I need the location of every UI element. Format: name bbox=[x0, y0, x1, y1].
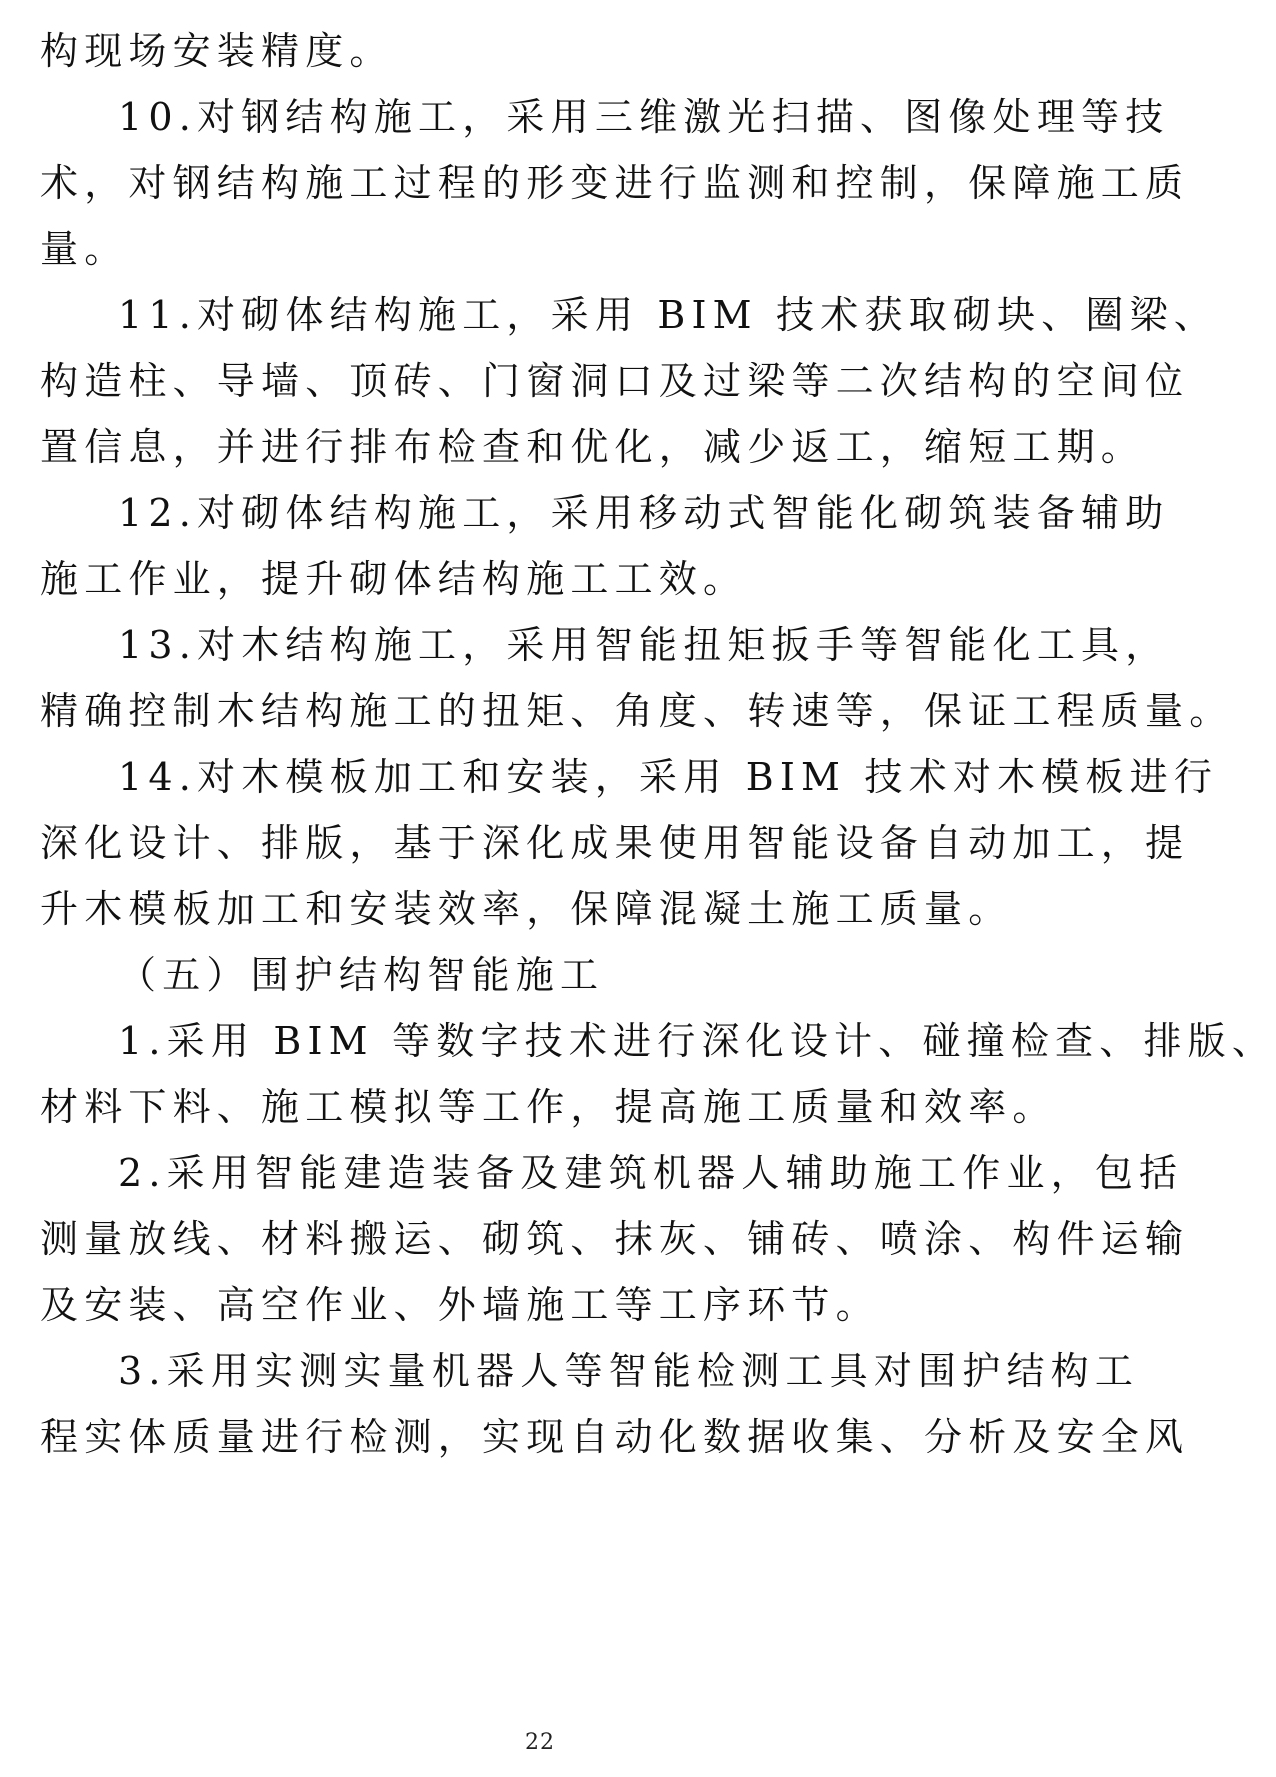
paragraph-3-line-2: 程实体质量进行检测，实现自动化数据收集、分析及安全风 bbox=[40, 1415, 1190, 1459]
paragraph-11-line-2: 构造柱、导墙、顶砖、门窗洞口及过梁等二次结构的空间位 bbox=[40, 359, 1190, 403]
document-page bbox=[40, 14, 1276, 1714]
paragraph-10-line-3: 量。 bbox=[40, 227, 129, 271]
paragraph-14-line-1: 14.对木模板加工和安装，采用 BIM 技术对木模板进行 bbox=[118, 755, 1219, 799]
paragraph-13-line-2: 精确控制木结构施工的扭矩、角度、转速等，保证工程质量。 bbox=[40, 689, 1234, 733]
paragraph-11-line-1: 11.对砌体结构施工，采用 BIM 技术获取砌块、圈梁、 bbox=[118, 293, 1219, 337]
paragraph-14-line-3: 升木模板加工和安装效率，保障混凝土施工质量。 bbox=[40, 887, 1013, 931]
paragraph-12-line-1: 12.对砌体结构施工，采用移动式智能化砌筑装备辅助 bbox=[118, 491, 1170, 535]
paragraph-10-line-2: 术，对钢结构施工过程的形变进行监测和控制，保障施工质 bbox=[40, 161, 1190, 205]
paragraph-2-line-3: 及安装、高空作业、外墙施工等工序环节。 bbox=[40, 1283, 880, 1327]
paragraph-13-line-1: 13.对木结构施工，采用智能扭矩扳手等智能化工具， bbox=[118, 623, 1170, 667]
paragraph-1-line-2: 材料下料、施工模拟等工作，提高施工质量和效率。 bbox=[40, 1085, 1057, 1129]
paragraph-2-line-1: 2.采用智能建造装备及建筑机器人辅助施工作业，包括 bbox=[118, 1151, 1184, 1195]
paragraph-11-line-3: 置信息，并进行排布检查和优化，减少返工，缩短工期。 bbox=[40, 425, 1146, 469]
page-number: 22 bbox=[525, 1730, 555, 1755]
paragraph-2-line-2: 测量放线、材料搬运、砌筑、抹灰、铺砖、喷涂、构件运输 bbox=[40, 1217, 1190, 1261]
paragraph-1-line-1: 1.采用 BIM 等数字技术进行深化设计、碰撞检查、排版、 bbox=[118, 1019, 1276, 1063]
paragraph-12-line-2: 施工作业，提升砌体结构施工工效。 bbox=[40, 557, 748, 601]
paragraph-10-line-1: 10.对钢结构施工，采用三维激光扫描、图像处理等技 bbox=[118, 95, 1170, 139]
paragraph-14-line-2: 深化设计、排版，基于深化成果使用智能设备自动加工，提 bbox=[40, 821, 1190, 865]
text-line: 构现场安装精度。 bbox=[40, 29, 394, 73]
paragraph-3-line-1: 3.采用实测实量机器人等智能检测工具对围护结构工 bbox=[118, 1349, 1140, 1393]
section-heading: （五）围护结构智能施工 bbox=[118, 953, 605, 997]
